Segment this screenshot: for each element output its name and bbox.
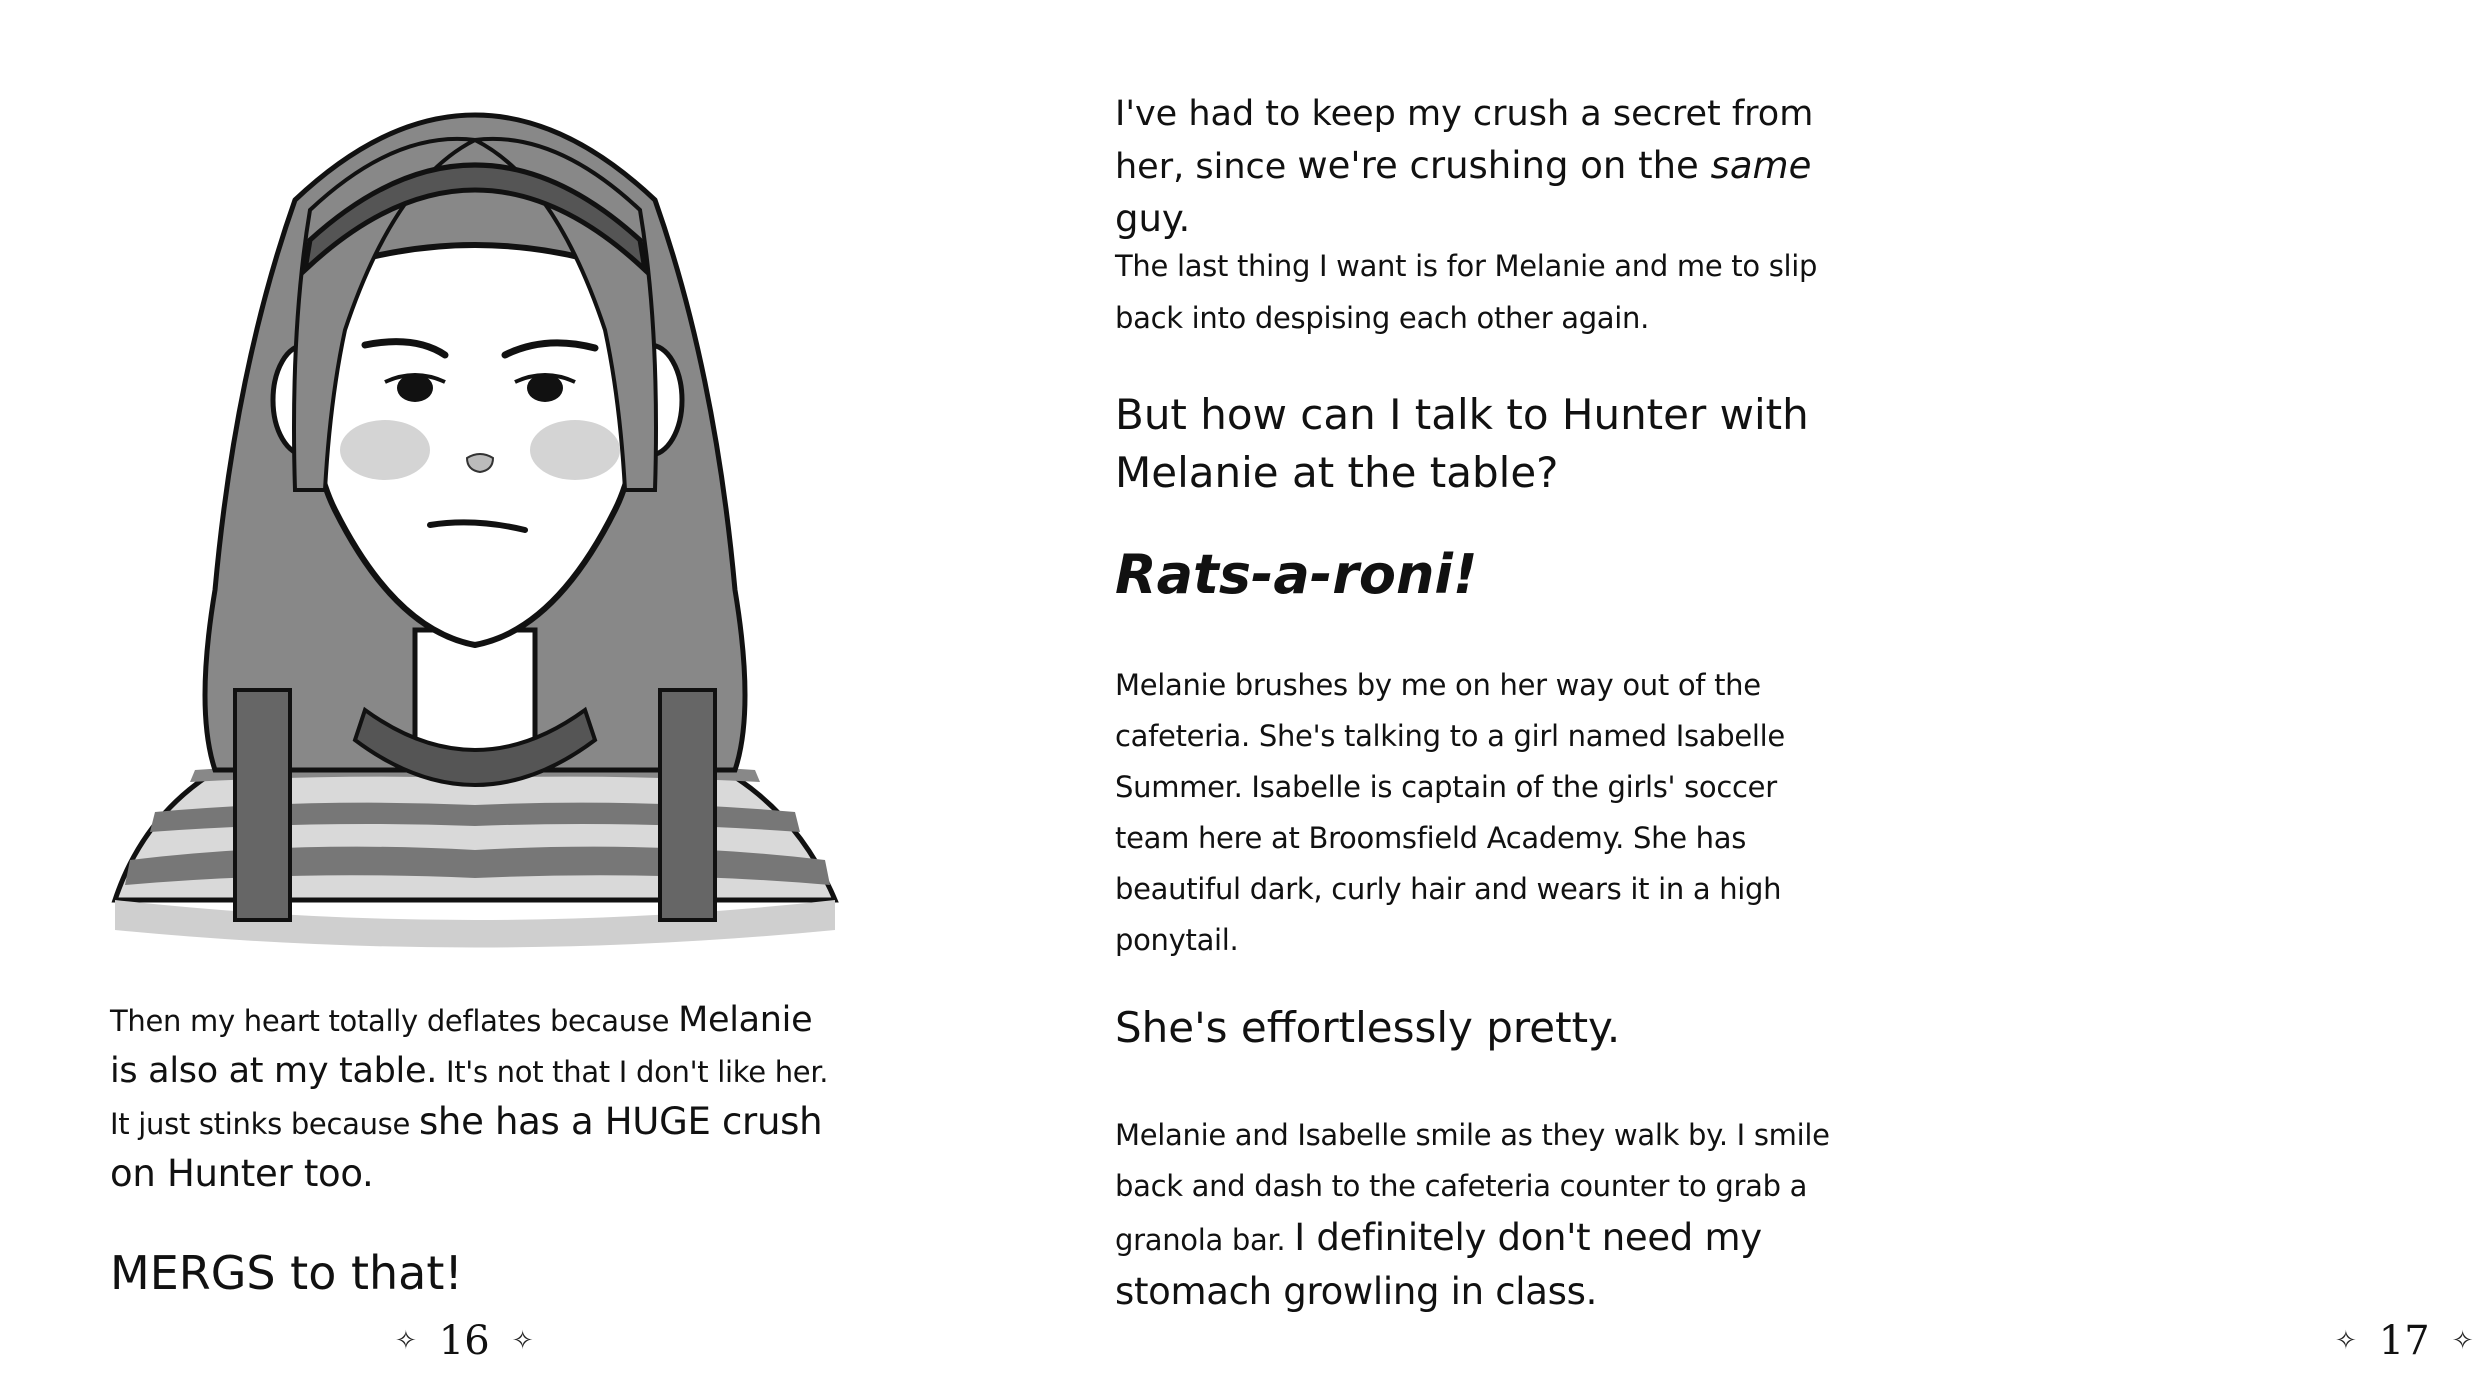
left-para1-part2: Melanie is also at my table. [110, 1000, 813, 1091]
star-ornament-icon: ✧ [511, 1326, 534, 1356]
right-para1-part1: I've had to keep my crush a secret from her, since [1115, 94, 1814, 187]
left-para1-part3: It's not that I don't like her. It just stinks because [110, 1055, 829, 1141]
right-paragraph-6: She's effortlessly pretty. [1115, 1003, 1621, 1052]
right-para1-part3: same [1710, 144, 1812, 187]
left-para1-part4: she has a HUGE crush on Hunter too. [110, 1100, 823, 1195]
left-paragraph-1 [110, 995, 830, 1201]
page-number-16: 16 [438, 1318, 490, 1364]
right-para7-part1: Melanie and Isabelle smile as they walk by. I smile back and dash to the cafeteria counter to grab a granola bar. [1115, 1118, 1830, 1257]
page-number-17: 17 [2378, 1318, 2430, 1364]
right-paragraph-1 [1115, 88, 1835, 246]
star-ornament-icon: ✧ [2451, 1326, 2474, 1356]
right-paragraph-3: But how can I talk to Hunter with Melanie at the table? [1115, 390, 1809, 497]
girl-portrait-illustration [95, 70, 855, 970]
right-paragraph-4: Rats-a-roni! [1115, 543, 1478, 606]
right-page [960, 0, 2474, 1396]
left-page-number [395, 1318, 534, 1364]
right-para1-part4: guy. [1115, 197, 1191, 240]
star-ornament-icon: ✧ [2335, 1326, 2357, 1356]
right-para7-part2: I definitely don't need my stomach growling in class. [1115, 1216, 1762, 1313]
left-page [0, 0, 960, 1396]
right-paragraph-7 [1115, 1110, 1835, 1320]
star-ornament-icon: ✧ [395, 1326, 417, 1356]
right-paragraph-2: The last thing I want is for Melanie and me to slip back into despising each other again. [1115, 249, 1818, 335]
left-para1-part1: Then my heart totally deflates because [110, 1004, 679, 1038]
left-paragraph-2: MERGS to that! [110, 1246, 463, 1300]
right-paragraph-5: Melanie brushes by me on her way out of the cafeteria. She's talking to a girl named Isabelle Summer. Isabelle is captain of the girls' soccer team here at Broomsfield Academy. She has beautiful dark, curly hair and wears it in a high ponytail. [1115, 668, 1785, 957]
right-para1-part2: we're crushing on the [1297, 144, 1711, 187]
right-page-number [2335, 1318, 2474, 1364]
